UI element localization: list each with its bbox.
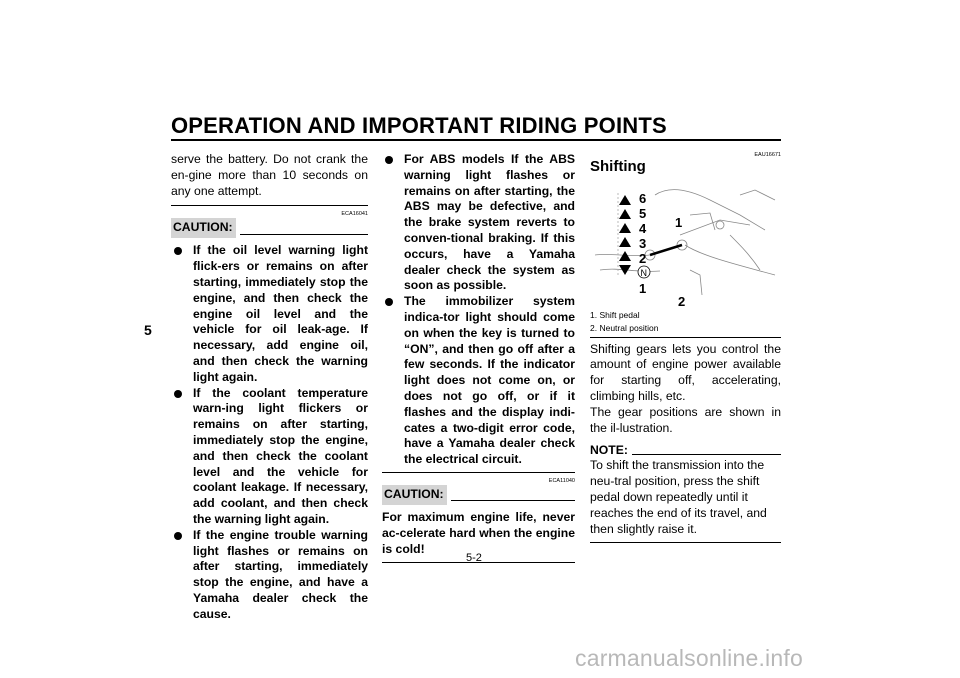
caution-item: If the coolant temperature warn-ing light flickers or remains on after starting, immediately stop the engine, and then check the coolant level and the vehicle for coolant leakage. If necessary, add coolant, and then check the warning light again. <box>171 386 368 528</box>
page-number: 5-2 <box>466 552 482 564</box>
gear-label: 4 <box>639 220 647 236</box>
up-arrow-icon <box>619 195 631 205</box>
intro-text: serve the battery. Do not crank the en-gine more than 10 seconds on any one attempt. <box>171 152 368 198</box>
column-3 <box>590 152 781 543</box>
note-text: To shift the transmission into the neu-tral position, press the shift pedal down repeatedly until it reaches the end of its travel, and then slightly raise it. <box>590 458 767 536</box>
caution-code: ECA11040 <box>548 477 575 484</box>
column-1 <box>171 152 368 623</box>
column-2 <box>382 152 575 563</box>
caution-text: For maximum engine life, never ac-celerate hard when the engine is cold! <box>382 509 575 556</box>
caption-item: 1. Shift pedal <box>590 309 640 320</box>
caution-label: CAUTION: <box>171 218 236 238</box>
gear-label: 6 <box>639 190 647 206</box>
warning-item: For ABS models If the ABS warning light flashes or remains on after starting, the ABS may be defective, and the brake system reverts to conven-tional braking. If this occurs, have a Yamaha dealer check the system as soon as possible. <box>382 152 575 294</box>
caption-item: 2. Neutral position <box>590 322 659 333</box>
caution-list <box>171 243 368 622</box>
divider <box>590 542 781 543</box>
figure-captions <box>590 309 781 335</box>
shift-pedal-illustration <box>590 175 781 309</box>
frame-line <box>690 270 702 295</box>
paragraph: The gear positions are shown in the il-lustration. <box>590 404 781 435</box>
up-arrow-icon <box>619 209 631 219</box>
shift-lever <box>650 245 682 255</box>
caution-header <box>382 485 575 505</box>
frame-line <box>690 213 715 230</box>
caution-label: CAUTION: <box>382 485 447 505</box>
note-label: NOTE: <box>590 442 628 457</box>
header-divider <box>171 139 781 141</box>
caution-item: If the oil level warning light flick-ers or remains on after starting, immediately stop the engine, and then check the engine oil level and the vehicle for oil leak-age. If necessary, add engine oil, and then check the warning light again. <box>171 243 368 385</box>
page-title: OPERATION AND IMPORTANT RIDING POINTS <box>171 113 667 138</box>
frame-line <box>600 269 660 271</box>
caution-item: If the engine trouble warning light flashes or remains on after starting, immediately stop the engine, and have a Yamaha dealer check the cause. <box>171 528 368 623</box>
caution-header <box>171 218 368 238</box>
caution-code: ECA16041 <box>341 211 368 218</box>
gear-arrows <box>619 195 631 275</box>
caution-rule <box>451 500 575 501</box>
caution-rule <box>240 234 368 235</box>
watermark: carmanualsonline.info <box>575 645 803 671</box>
gear-label: 2 <box>639 250 647 266</box>
frame-line <box>685 245 775 275</box>
callout-number: 1 <box>675 214 683 230</box>
up-arrow-icon <box>619 223 631 233</box>
bolt <box>716 221 724 229</box>
paragraph: Shifting gears lets you control the amount of engine power available for starting off, accelerating, climbing hills, etc. <box>590 341 781 403</box>
frame-line <box>680 220 750 235</box>
divider <box>590 337 781 338</box>
note-header <box>590 442 781 458</box>
frame-line <box>730 235 760 270</box>
warning-list <box>382 152 575 468</box>
gear-label: 3 <box>639 235 647 251</box>
gear-label: N <box>640 267 647 278</box>
up-arrow-icon <box>619 251 631 261</box>
section-code: EAU16671 <box>754 152 781 158</box>
up-arrow-icon <box>619 237 631 247</box>
note-rule <box>632 454 781 455</box>
chapter-tab: 5 <box>144 322 152 338</box>
frame-line <box>740 190 775 200</box>
gear-label: 5 <box>639 205 647 221</box>
section-title: Shifting <box>590 158 646 175</box>
divider <box>171 205 368 206</box>
divider <box>382 472 575 473</box>
gear-label: 1 <box>639 280 647 296</box>
warning-item: The immobilizer system indica-tor light should come on when the key is turned to “ON”, and then go off after a few seconds. If the indicator light does not come on, or does not go off, or if it flashes and the display indi-cates a two-digit error code, have a Yamaha dealer check the electrical circuit. <box>382 294 575 468</box>
callout-number: 2 <box>678 293 686 309</box>
